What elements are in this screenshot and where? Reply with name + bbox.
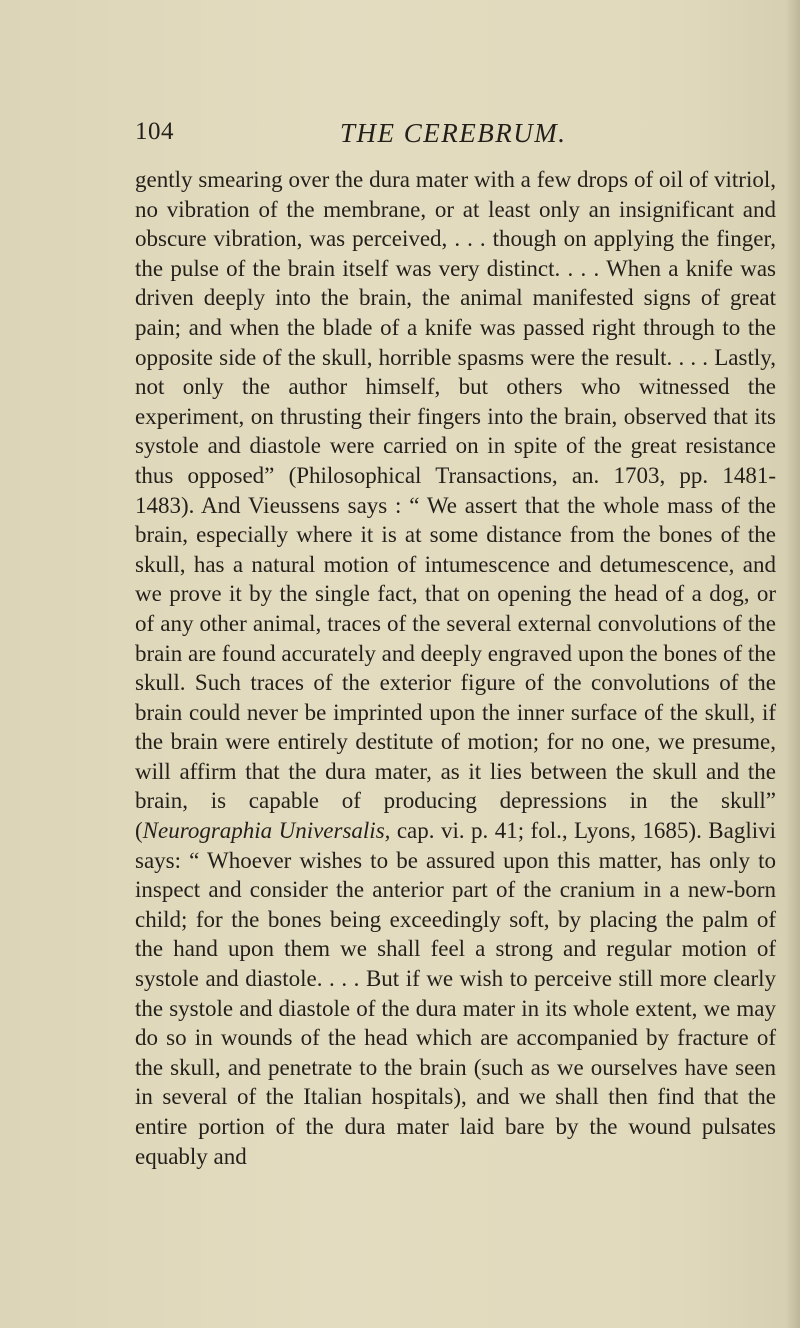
page-edge-shadow	[786, 0, 800, 1328]
page-header	[135, 118, 775, 158]
running-title: THE CEREBRUM.	[340, 118, 567, 148]
body-text-part-2: cap. vi. p. 41; fol., Lyons, 1685). Baglivi says: “ Whoever wishes to be assured upon this matter, has only to inspect and consider the anterior part of the cranium in a new-born child; for the bones being exceedingly soft, by placing the palm of the hand upon them we shall feel a strong and regular motion of systole and diastole. . . . But if we wish to perceive still more clearly the systole and diastole of the dura mater in its whole extent, we may do so in wounds of the head which are accompanied by fracture of the skull, and penetrate to the brain (such as we ourselves have seen in several of the Italian hospitals), and we shall then find that the entire portion of the dura mater laid bare by the wound pulsates equably and	[135, 818, 776, 1169]
body-text-part-1: gently smearing over the dura mater with a few drops of oil of vitriol, no vibration of the membrane, or at least only an insignificant and obscure vibration, was perceived, . . . though on applying the finger, the pulse of the brain itself was very distinct. . . . When a knife was driven deeply into the brain, the animal manifested signs of great pain; and when the blade of a knife was passed right through to the opposite side of the skull, horrible spasms were the result. . . . Lastly, not only the author himself, but others who witnessed the experiment, on thrusting their fingers into the brain, observed that its systole and diastole were carried on in spite of the great resistance thus opposed” (Philosophical Transactions, an. 1703, pp. 1481-1483). And Vieussens says : “ We assert that the whole mass of the brain, especially where it is at some distance from the bones of the skull, has a natural motion of intumescence and detumescence, and we prove it by the single fact, that on opening the head of a dog, or of any other animal, traces of the several external convolutions of the brain are found accurately and deeply engraved upon the bones of the skull. Such traces of the exterior figure of the convolutions of the brain could never be imprinted upon the inner surface of the skull, if the brain were entirely destitute of motion; for no one, we presume, will affirm that the dura mater, as it lies between the skull and the brain, is capable of producing depressions in the skull” (	[135, 167, 776, 844]
citation-title: Neurographia Universalis,	[142, 818, 391, 844]
body-paragraph	[135, 165, 776, 1171]
page-number: 104	[135, 118, 174, 145]
